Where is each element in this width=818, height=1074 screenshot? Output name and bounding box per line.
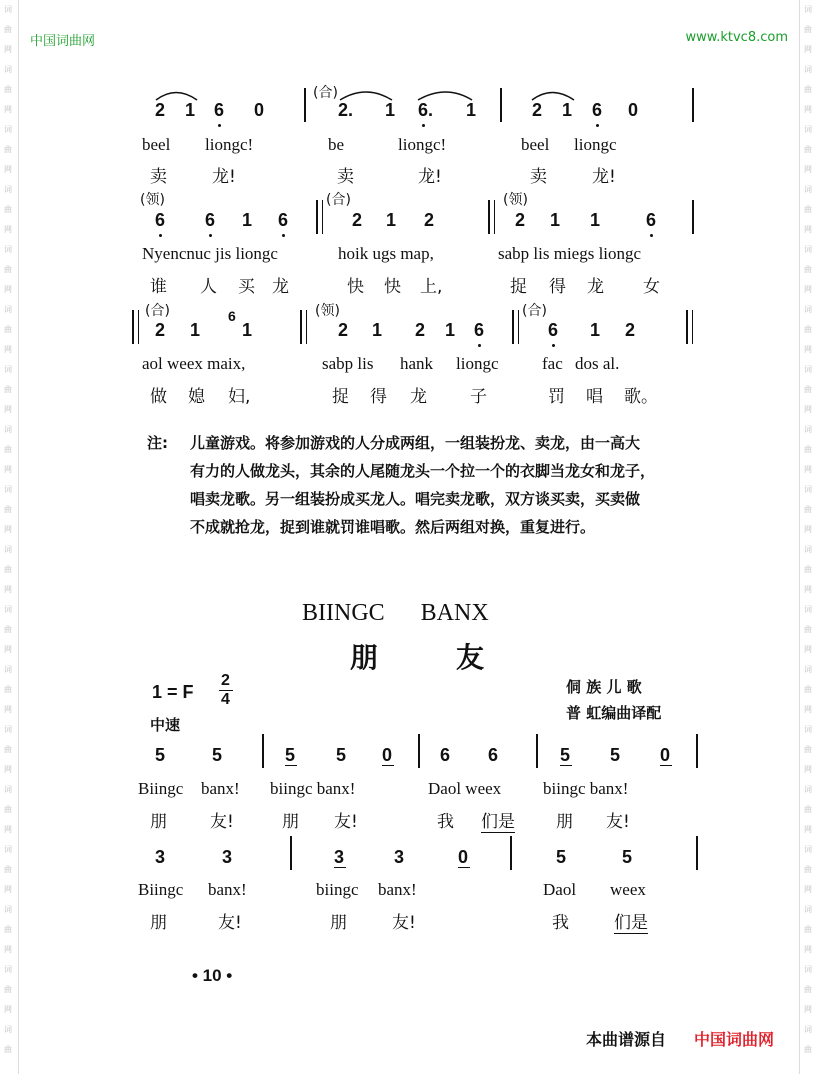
watermark-glyph: 曲 [4,265,12,274]
lyric: Daol [543,880,577,899]
bar-line [418,734,420,768]
note: 6 [474,320,485,340]
note-line: 不成就抢龙，捉到谁就罚谁唱歌。然后两组对换，重复进行。 [190,518,596,536]
chinese-lyric: 友! [218,913,242,933]
watermark-glyph: 曲 [4,865,12,874]
chinese-lyric: 友! [392,913,416,933]
chinese-lyric: 友! [334,812,358,832]
chinese-lyric: 买 [238,277,255,297]
lyric: Biingc [138,779,184,798]
note: 5 [556,847,567,867]
watermark-glyph: 曲 [4,985,12,994]
watermark-glyph: 曲 [4,385,12,394]
underline-beat [560,765,572,766]
watermark-glyph: 曲 [4,505,12,514]
watermark-glyph: 曲 [4,805,12,814]
watermark-glyph: 网 [4,765,12,774]
watermark-glyph: 词 [804,305,812,314]
note: 1 [550,210,561,230]
chinese-lyric: 龙 [410,387,427,407]
watermark-glyph: 网 [4,405,12,414]
watermark-glyph: 网 [804,105,812,114]
chinese-lyric: 龙! [592,167,616,187]
watermark-glyph: 网 [804,765,812,774]
chinese-lyric: 友! [606,812,630,832]
watermark-glyph: 网 [804,1005,812,1014]
note: 2 [155,320,166,340]
watermark-glyph: 词 [4,785,12,794]
note: 6 [592,100,603,120]
lyric: be [328,135,345,154]
chinese-lyric: 人 [200,277,217,297]
note: 0 [254,100,265,120]
watermark-glyph: 词 [4,605,12,614]
chinese-lyric: 捉 [332,387,349,407]
watermark-glyph: 曲 [4,685,12,694]
chinese-lyric: 龙! [418,167,442,187]
watermark-glyph: 网 [4,825,12,834]
watermark-glyph: 词 [804,545,812,554]
chinese-lyric: 谁 [150,277,167,297]
watermark-glyph: 词 [804,785,812,794]
watermark-glyph: 网 [4,45,12,54]
lyric: sabp lis miegs liongc [498,244,642,263]
repeat-bar [512,310,514,344]
watermark-glyph: 网 [4,105,12,114]
lyric: hoik ugs map, [338,244,434,263]
watermark-glyph: 词 [4,485,12,494]
watermark-glyph: 网 [804,465,812,474]
lyric: biingc [316,880,359,899]
chinese-lyric: 们是 [481,807,515,833]
chinese-lyric: 唱 [586,387,603,407]
watermark-glyph: 曲 [804,865,812,874]
watermark-glyph: 曲 [804,85,812,94]
watermark-glyph: 网 [804,825,812,834]
lyric: weex [610,880,646,899]
note: 2 [515,210,526,230]
watermark-glyph: 曲 [804,625,812,634]
note: 6 [440,745,451,765]
note: 3 [155,847,166,867]
chinese-lyric: 罚 [548,387,565,407]
note: 1 [385,100,396,120]
watermark-glyph: 网 [4,165,12,174]
watermark-glyph: 词 [804,845,812,854]
note: 3 [334,847,345,867]
watermark-glyph: 曲 [804,25,812,34]
watermark-glyph: 词 [804,905,812,914]
lyric: sabp lis [322,354,374,373]
header-site-url[interactable]: www.ktvc8.com [685,30,788,45]
song-title-english: BIINGC BANX [302,600,489,626]
repeat-bar [132,310,134,344]
note: 2 [155,100,166,120]
footer-source-site[interactable]: 中国词曲网 [694,1030,775,1049]
watermark-glyph: 曲 [4,445,12,454]
note: 6 [646,210,657,230]
lower-octave-dot [282,234,285,237]
note: 2 [625,320,636,340]
note: 1 [372,320,383,340]
chinese-lyric: 上, [420,277,443,297]
note: 1 [590,210,601,230]
lyric: Biingc [138,880,184,899]
bar-line [696,836,698,870]
watermark-glyph: 词 [4,365,12,374]
watermark-glyph: 曲 [4,325,12,334]
note: 1 [242,320,253,340]
note: 1 [466,100,477,120]
lower-octave-dot [552,344,555,347]
watermark-glyph: 曲 [804,505,812,514]
watermark-glyph: 词 [4,725,12,734]
lyric: banx! [378,880,417,899]
note: 5 [610,745,621,765]
watermark-glyph: 网 [4,465,12,474]
lyric: dos al. [575,354,620,373]
watermark-glyph: 曲 [804,1045,812,1054]
lower-octave-dot [422,124,425,127]
watermark-glyph: 词 [804,1025,812,1034]
underline-beat [285,765,297,766]
watermark-glyph: 词 [804,125,812,134]
note-line: 儿童游戏。将参加游戏的人分成两组，一组装扮龙、卖龙，由一高大 [190,434,641,452]
chinese-lyric: 龙 [587,277,604,297]
watermark-glyph: 网 [804,345,812,354]
watermark-glyph: 曲 [804,385,812,394]
note: 0 [458,847,469,867]
note: 0 [382,745,393,765]
watermark-glyph: 网 [804,885,812,894]
chinese-lyric: 快 [384,277,401,297]
chinese-lyric: 卖 [530,167,547,187]
lower-octave-dot [478,344,481,347]
part-mark-chorus: (合) [326,192,351,208]
watermark-glyph: 曲 [804,745,812,754]
credit-origin: 侗 族 儿 歌 [566,678,642,696]
chinese-lyric: 们是 [614,908,648,934]
lyric: beel [142,135,171,154]
note: 6 [155,210,166,230]
watermark-glyph: 词 [804,605,812,614]
chinese-lyric: 朋 [150,812,167,832]
watermark-glyph: 词 [4,305,12,314]
watermark-glyph: 网 [804,525,812,534]
watermark-glyph: 词 [4,1025,12,1034]
lyric: Daol weex [428,779,502,798]
part-mark-lead: (领) [315,303,340,319]
watermark-glyph: 曲 [4,1045,12,1054]
watermark-glyph: 词 [4,5,12,14]
lyric: banx! [201,779,240,798]
underline-beat [660,765,672,766]
note: 1 [185,100,196,120]
watermark-glyph: 网 [4,1005,12,1014]
watermark-glyph: 网 [804,285,812,294]
lyric: liongc [574,135,617,154]
watermark-glyph: 曲 [804,325,812,334]
watermark-glyph: 词 [804,245,812,254]
chinese-lyric: 朋 [330,913,347,933]
note: 6 [488,745,499,765]
lyric: biingc banx! [270,779,356,798]
repeat-bar [686,310,688,344]
bar-line [500,88,502,122]
bar-line [692,88,694,122]
watermark-glyph: 词 [4,65,12,74]
lower-octave-dot [650,234,653,237]
grace-note: 6 [228,308,236,324]
note: 1 [242,210,253,230]
chinese-lyric: 朋 [282,812,299,832]
lyric: beel [521,135,550,154]
note: 5 [336,745,347,765]
lower-octave-dot [218,124,221,127]
watermark-glyph: 词 [4,245,12,254]
lyric: banx! [208,880,247,899]
chinese-lyric: 我 [437,812,454,832]
repeat-bar [494,200,495,234]
time-signature-bottom: 4 [221,691,230,708]
note-line: 有力的人做龙头，其余的人尾随龙头一个拉一个的衣脚当龙女和龙子， [190,462,656,480]
header-site-name[interactable]: 中国词曲网 [30,34,96,49]
watermark-glyph: 网 [804,645,812,654]
page-number: • 10 • [192,966,233,985]
repeat-bar [316,200,318,234]
watermark-glyph: 曲 [4,925,12,934]
bar-line [304,88,306,122]
note: 5 [155,745,166,765]
bar-line [692,200,694,234]
time-signature-top: 2 [221,672,230,689]
watermark-glyph: 曲 [4,625,12,634]
watermark-glyph: 曲 [4,565,12,574]
watermark-glyph: 网 [4,645,12,654]
watermark-glyph: 曲 [4,85,12,94]
chinese-lyric: 友! [210,812,234,832]
watermark-glyph: 网 [4,945,12,954]
note: 2 [424,210,435,230]
chinese-lyric: 龙 [272,277,289,297]
part-mark-lead: (领) [140,192,165,208]
note-line: 唱卖龙歌。另一组装扮成买龙人。唱完卖龙歌，双方谈买卖，买卖做 [190,490,641,508]
chinese-lyric: 朋 [150,913,167,933]
note: 3 [394,847,405,867]
watermark-glyph: 网 [804,165,812,174]
repeat-bar [692,310,693,344]
chinese-lyric: 卖 [150,167,167,187]
lower-octave-dot [159,234,162,237]
watermark-glyph: 词 [804,665,812,674]
underline-beat [382,765,394,766]
note: 0 [628,100,639,120]
chinese-lyric: 卖 [337,167,354,187]
part-mark-chorus: (合) [313,85,338,101]
watermark-glyph: 曲 [804,145,812,154]
watermark-glyph: 曲 [4,145,12,154]
repeat-bar [306,310,307,344]
watermark-glyph: 曲 [804,205,812,214]
watermark-glyph: 网 [4,285,12,294]
watermark-glyph: 网 [804,405,812,414]
note: 2 [338,320,349,340]
note: 5 [212,745,223,765]
chinese-lyric: 得 [370,387,387,407]
watermark-glyph: 词 [804,65,812,74]
watermark-glyph: 词 [4,185,12,194]
lower-octave-dot [209,234,212,237]
tempo-marking: 中速 [150,716,181,734]
note: 1 [590,320,601,340]
note: 3 [222,847,233,867]
watermark-glyph: 曲 [804,565,812,574]
chinese-lyric: 龙! [212,167,236,187]
watermark-glyph: 网 [804,45,812,54]
watermark-glyph: 词 [4,125,12,134]
watermark-glyph: 网 [804,945,812,954]
repeat-bar [138,310,139,344]
lower-octave-dot [596,124,599,127]
watermark-glyph: 词 [804,425,812,434]
note: 2 [532,100,543,120]
credit-arranger: 普 虹编曲译配 [566,704,662,722]
lyric: aol weex maix, [142,354,246,373]
bar-line [696,734,698,768]
note: 2 [415,320,426,340]
bar-line [536,734,538,768]
watermark-glyph: 曲 [804,925,812,934]
watermark-glyph: 曲 [804,445,812,454]
watermark-glyph: 网 [4,225,12,234]
note: 1 [445,320,456,340]
watermark-glyph: 词 [804,365,812,374]
watermark-glyph: 网 [4,585,12,594]
watermark-glyph: 词 [804,185,812,194]
note: 1 [386,210,397,230]
watermark-glyph: 词 [4,965,12,974]
chinese-lyric: 歌。 [624,387,658,407]
watermark-glyph: 曲 [804,985,812,994]
lyric: biingc banx! [543,779,629,798]
watermark-glyph: 网 [4,705,12,714]
part-mark-chorus: (合) [522,303,547,319]
repeat-bar [488,200,490,234]
note: 5 [622,847,633,867]
note: 6. [418,100,434,120]
note: 1 [190,320,201,340]
watermark-glyph: 曲 [4,745,12,754]
chinese-lyric: 女 [643,277,660,297]
chinese-lyric: 捉 [510,277,527,297]
bar-line [262,734,264,768]
chinese-lyric: 得 [549,277,566,297]
part-mark-lead: (领) [503,192,528,208]
watermark-glyph: 曲 [804,805,812,814]
note-label: 注: [147,434,168,452]
key-signature: 1 = F [152,682,194,702]
note: 0 [660,745,671,765]
underline-beat [458,867,470,868]
repeat-bar [322,200,323,234]
watermark-glyph: 曲 [4,205,12,214]
chinese-lyric: 我 [552,913,569,933]
watermark-glyph: 曲 [4,25,12,34]
repeat-bar [300,310,302,344]
lyric: liongc! [205,135,254,154]
watermark-glyph: 网 [4,525,12,534]
watermark-glyph: 词 [4,905,12,914]
lyric: hank [400,354,434,373]
chinese-lyric: 妇, [228,387,251,407]
watermark-glyph: 词 [4,425,12,434]
note: 6 [278,210,289,230]
chinese-lyric: 做 [150,387,167,407]
watermark-glyph: 词 [4,665,12,674]
watermark-glyph: 网 [804,705,812,714]
note: 6 [548,320,559,340]
watermark-glyph: 词 [4,845,12,854]
song-title-chinese: 朋 友 [350,641,484,674]
watermark-glyph: 词 [4,545,12,554]
note: 6 [205,210,216,230]
watermark-glyph: 曲 [804,685,812,694]
repeat-bar [518,310,519,344]
bar-line [510,836,512,870]
bar-line [290,836,292,870]
watermark-glyph: 词 [804,485,812,494]
note: 2 [352,210,363,230]
underline-beat [334,867,346,868]
part-mark-chorus: (合) [145,303,170,319]
note: 6 [214,100,225,120]
watermark-glyph: 网 [4,345,12,354]
lyric: liongc [456,354,499,373]
lyric: fac [542,354,563,373]
chinese-lyric: 快 [347,277,364,297]
note: 2. [338,100,354,120]
footer-source-label: 本曲谱源自 [586,1030,667,1049]
chinese-lyric: 朋 [556,812,573,832]
watermark-glyph: 词 [804,725,812,734]
note: 1 [562,100,573,120]
watermark-glyph: 词 [804,5,812,14]
lyric: Nyencnuc jis liongc [142,244,278,263]
chinese-lyric: 子 [470,387,487,407]
watermark-glyph: 网 [804,585,812,594]
watermark-glyph: 网 [804,225,812,234]
note: 5 [285,745,296,765]
watermark-glyph: 曲 [804,265,812,274]
note: 5 [560,745,571,765]
lyric: liongc! [398,135,447,154]
watermark-glyph: 词 [804,965,812,974]
chinese-lyric: 媳 [188,387,205,407]
watermark-glyph: 网 [4,885,12,894]
